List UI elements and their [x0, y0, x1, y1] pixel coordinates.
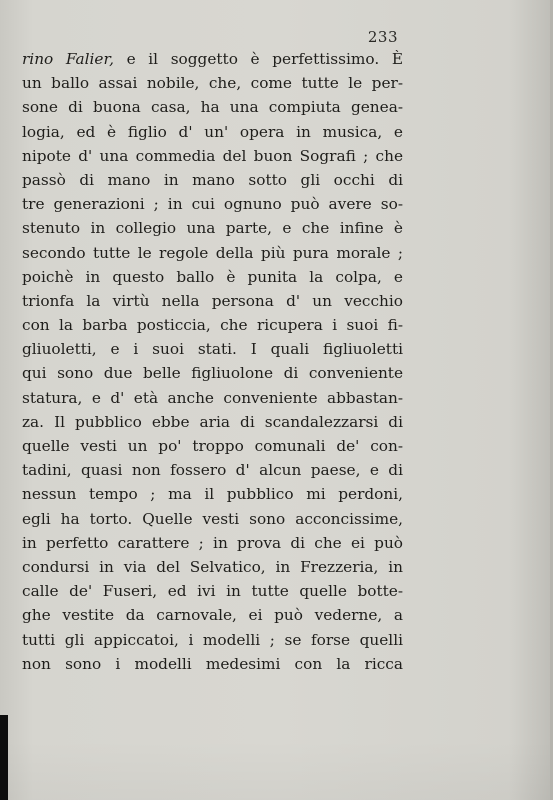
text-line: nessun tempo ; ma il pubblico mi perdoni, [22, 485, 403, 504]
text-line: za. Il pubblico ebbe aria di scandalezzarsi di [22, 412, 403, 431]
text-line: ghe vestite da carnovale, ei può vederne, a [22, 606, 403, 625]
page-bottom-shade [0, 740, 553, 800]
page-text [22, 47, 403, 676]
text-line: in perfetto carattere ; in prova di che ei può [22, 533, 403, 552]
text-line: non sono i modelli medesimi con la ricca [22, 654, 403, 673]
text-line: qui sono due belle figliuolone di conveniente [22, 364, 403, 383]
text-line: condursi in via del Selvatico, in Frezzeria, in [22, 557, 403, 576]
text-line: nipote d' una commedia del buon Sografi ; che [22, 146, 403, 165]
text-line: statura, e d' età anche conveniente abbastan- [22, 388, 403, 407]
text-line: logia, ed è figlio d' un' opera in musica, e [22, 122, 403, 141]
page-number: 233 [367, 28, 398, 46]
italic-name: rino Falier, [22, 50, 114, 68]
text-line: passò di mano in mano sotto gli occhi di [22, 170, 403, 189]
text-line: gliuoletti, e i suoi stati. I quali figliuoletti [22, 340, 403, 359]
scan-border-left [0, 715, 8, 800]
text-line: tutti gli appiccatoi, i modelli ; se forse quelli [22, 630, 403, 649]
text-line: poichè in questo ballo è punita la colpa, e [22, 267, 403, 286]
text-line: calle de' Fuseri, ed ivi in tutte quelle botte- [22, 582, 403, 601]
text-line: tre generazioni ; in cui ognuno può avere so- [22, 195, 403, 214]
text-line: un ballo assai nobile, che, come tutte le per- [22, 74, 403, 93]
text-line: quelle vesti un po' troppo comunali de' con- [22, 437, 403, 455]
text-line: egli ha torto. Quelle vesti sono acconcissime, [22, 509, 403, 528]
text-line: secondo tutte le regole della più pura morale ; [22, 243, 403, 262]
text-line: rino Falier, e il soggetto è perfettissimo. È [22, 50, 403, 68]
text-line: con la barba posticcia, che ricupera i suoi fi- [22, 316, 403, 335]
text-line: trionfa la virtù nella persona d' un vecchio [22, 291, 403, 310]
text-line: stenuto in collegio una parte, e che infine è [22, 219, 403, 238]
text-line: tadini, quasi non fossero d' alcun paese, e di [22, 461, 403, 480]
text-line: sone di buona casa, ha una compiuta genea- [22, 98, 403, 117]
